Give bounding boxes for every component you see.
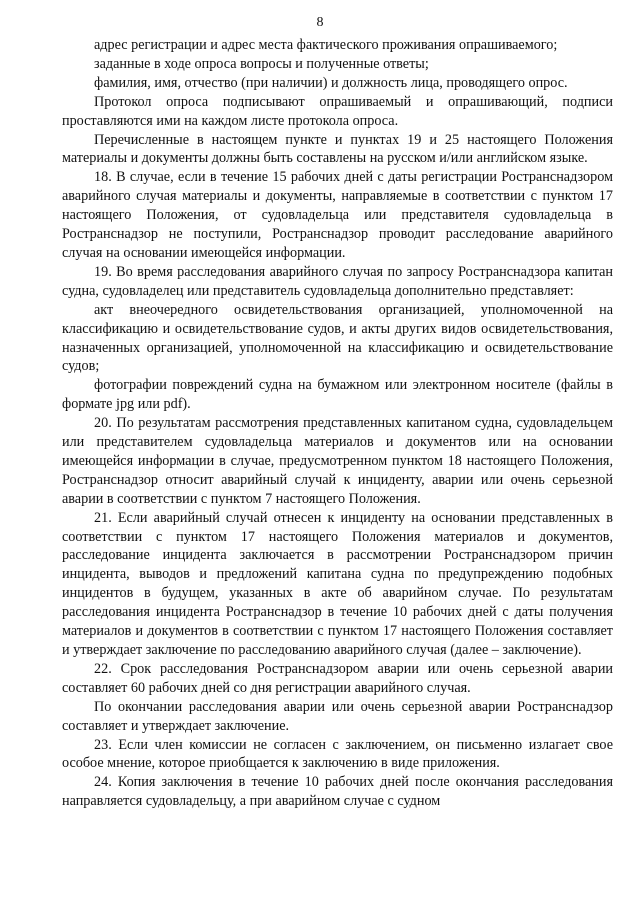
paragraph-item-18: 18. В случае, если в течение 15 рабочих дней с даты регистрации Ространснадзором аварийного случая материалы и документы, направляемые в соответствии с пунктом 17 настоящего Положения, от судовладельца или представителя судовладельца в Ространснадзор не поступили, Ространснадзор проводит расследование аварийного случая на основании имеющейся информации. — [62, 169, 613, 261]
paragraph: По окончании расследования аварии или очень серьезной аварии Ространснадзор составляет и утверждает заключение. — [62, 698, 613, 734]
paragraph: фамилия, имя, отчество (при наличии) и должность лица, проводящего опрос. — [94, 74, 568, 91]
page-number: 8 — [316, 15, 324, 30]
paragraph-item-22: 22. Срок расследования Ространснадзором аварии или очень серьезной аварии составляет 60 рабочих дней со дня регистрации аварийного случая. — [62, 660, 613, 696]
paragraph-item-19: 19. Во время расследования аварийного случая по запросу Ространснадзора капитан судна, судовладелец или представитель судовладельца дополнительно представляет: — [62, 263, 613, 299]
paragraph-item-20: 20. По результатам рассмотрения представленных капитаном судна, судовладельцем или представителем судовладельца материалов и документов или на основании имеющейся информации в случае, предусмотренном пунктом 18 настоящего Положения, Ространснадзор относит аварийный случай к инциденту, аварии или очень серьезной аварии в соответствии с пунктом 7 настоящего Положения. — [62, 415, 613, 507]
paragraph: фотографии повреждений судна на бумажном или электронном носителе (файлы в формате jpg или pdf). — [62, 377, 613, 413]
paragraph: акт внеочередного освидетельствования организацией, уполномоченной на классификацию и освидетельствование судов, и акты других видов освидетельствования, назначенных организацией, уполномоченной на классификацию и освидетельствование судов; — [62, 301, 613, 375]
document-body — [62, 36, 613, 811]
paragraph: заданные в ходе опроса вопросы и полученные ответы; — [94, 55, 429, 72]
paragraph-item-23: 23. Если член комиссии не согласен с заключением, он письменно излагает свое особое мнение, которое приобщается к заключению в виде приложения. — [62, 736, 613, 772]
paragraph: Перечисленные в настоящем пункте и пунктах 19 и 25 настоящего Положения материалы и документы должны быть составлены на русском и/или английском языке. — [62, 131, 613, 167]
paragraph-item-24: 24. Копия заключения в течение 10 рабочих дней после окончания расследования направляется судовладельцу, а при аварийном случае с судном — [62, 774, 613, 810]
paragraph: Протокол опроса подписывают опрашиваемый и опрашивающий, подписи проставляются ими на каждом листе протокола опроса. — [62, 93, 613, 129]
paragraph-item-21: 21. Если аварийный случай отнесен к инциденту на основании представленных в соответствии с пунктом 17 настоящего Положения материалов и документов, расследование инцидента заключается в рассмотрении Ространснадзором причин инцидента, выводов и предложений капитана судна по предупреждению подобных инцидентов в будущем, указанных в акте об аварийном случае. По результатам расследования инцидента Ространснадзор в течение 10 рабочих дней с даты получения материалов и документов в соответствии с пунктом 17 настоящего Положения составляет и утверждает заключение по расследованию аварийного случая (далее – заключение). — [62, 509, 613, 658]
paragraph: адрес регистрации и адрес места фактического проживания опрашиваемого; — [94, 37, 558, 53]
